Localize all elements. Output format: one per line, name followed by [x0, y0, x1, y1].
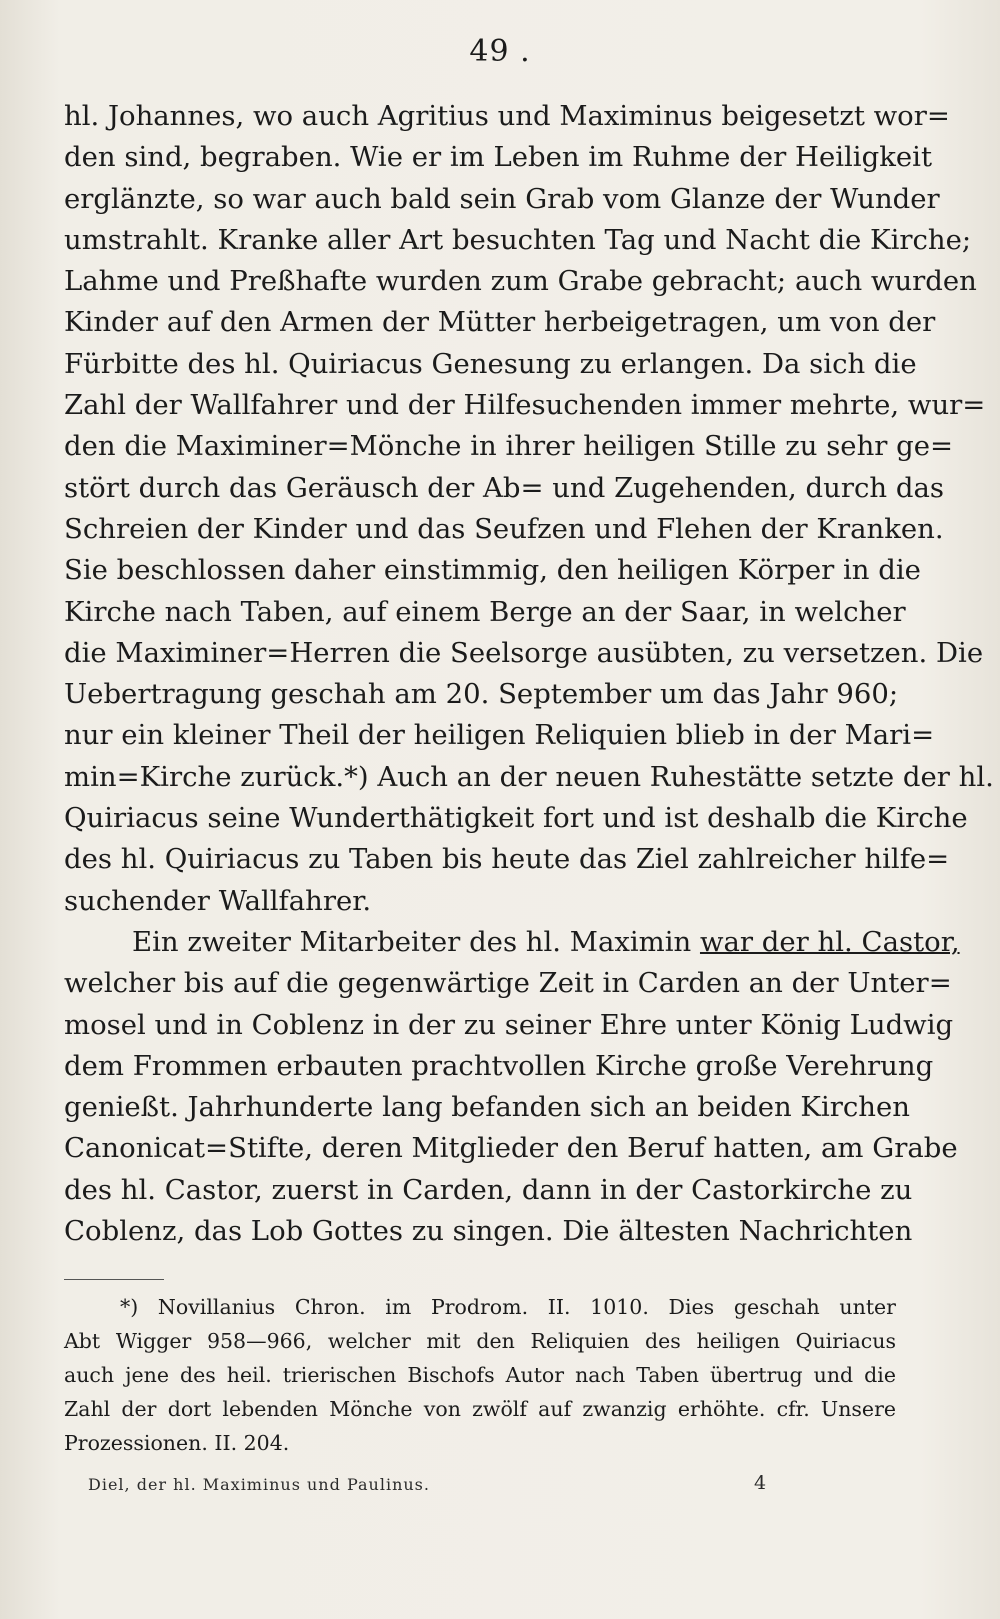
text-line: min=Kirche zurück.*) Auch an der neuen Ruhestätte setzte der hl.: [64, 760, 994, 793]
footnote-line: Prozessionen. II. 204.: [64, 1431, 290, 1455]
text-line: den die Maximiner=Mönche in ihrer heiligen Stille zu sehr ge=: [64, 430, 954, 463]
text-line: nur ein kleiner Theil der heiligen Reliquien blieb in der Mari=: [64, 719, 935, 752]
footnote-line: *) Novillanius Chron. im Prodrom. II. 1010. Dies geschah unter: [120, 1295, 896, 1319]
footnote-line: Abt Wigger 958—966, welcher mit den Reliquien des heiligen Quiriacus: [64, 1329, 896, 1353]
text-line: stört durch das Geräusch der Ab= und Zugehenden, durch das: [64, 471, 944, 504]
text-line: Lahme und Preßhafte wurden zum Grabe gebracht; auch wurden: [64, 265, 977, 298]
text-line: umstrahlt. Kranke aller Art besuchten Tag und Nacht die Kirche;: [64, 223, 972, 256]
text-line: genießt. Jahrhunderte lang befanden sich an beiden Kirchen: [64, 1091, 911, 1124]
text-line: mosel und in Coblenz in der zu seiner Ehre unter König Ludwig: [64, 1008, 954, 1041]
footnote-line: Zahl der dort lebenden Mönche von zwölf auf zwanzig erhöhte. cfr. Unsere: [64, 1397, 896, 1421]
sheet-number: 4: [754, 1472, 767, 1494]
text-line: den sind, begraben. Wie er im Leben im Ruhme der Heiligkeit: [64, 141, 932, 174]
footnote-divider: [64, 1279, 164, 1280]
text-line: dem Frommen erbauten prachtvollen Kirche große Verehrung: [64, 1049, 934, 1082]
paragraph-start-text: Ein zweiter Mitarbeiter des hl. Maximin: [132, 925, 700, 958]
text-line: des hl. Quiriacus zu Taben bis heute das Ziel zahlreicher hilfe=: [64, 843, 950, 876]
page-number: 49 .: [469, 34, 531, 69]
body-text: [64, 96, 994, 1252]
text-line: hl. Johannes, wo auch Agritius und Maximinus beigesetzt wor=: [64, 100, 950, 132]
text-line: Quiriacus seine Wunderthätigkeit fort und ist deshalb die Kirche: [64, 802, 968, 835]
text-line: erglänzte, so war auch bald sein Grab vom Glanze der Wunder: [64, 182, 940, 215]
text-line: Zahl der Wallfahrer und der Hilfesuchenden immer mehrte, wur=: [64, 389, 986, 422]
footnote-line: auch jene des heil. trierischen Bischofs Autor nach Taben übertrug und die: [64, 1363, 896, 1387]
text-line: Schreien der Kinder und das Seufzen und Flehen der Kranken.: [64, 512, 944, 545]
text-line: die Maximiner=Herren die Seelsorge ausübten, zu versetzen. Die: [64, 636, 984, 669]
text-line: welcher bis auf die gegenwärtige Zeit in Carden an der Unter=: [64, 967, 952, 1000]
text-line: suchender Wallfahrer.: [64, 884, 372, 917]
text-line: Fürbitte des hl. Quiriacus Genesung zu erlangen. Da sich die: [64, 347, 917, 380]
text-line: Sie beschlossen daher einstimmig, den heiligen Körper in die: [64, 554, 921, 587]
text-line: Kirche nach Taben, auf einem Berge an der Saar, in welcher: [64, 595, 906, 628]
paragraph-first-line: [64, 922, 960, 963]
footnote: [64, 1290, 896, 1460]
text-line: Uebertragung geschah am 20. September um das Jahr 960;: [64, 678, 899, 711]
text-line: Kinder auf den Armen der Mütter herbeigetragen, um von der: [64, 306, 936, 339]
text-line: des hl. Castor, zuerst in Carden, dann in der Castorkirche zu: [64, 1173, 913, 1206]
text-line: Coblenz, das Lob Gottes zu singen. Die ältesten Nachrichten: [64, 1215, 913, 1248]
text-line: Canonicat=Stifte, deren Mitglieder den Beruf hatten, am Grabe: [64, 1132, 958, 1165]
printer-signature: Diel, der hl. Maximinus und Paulinus.: [88, 1475, 430, 1494]
underlined-phrase: war der hl. Castor,: [699, 925, 960, 958]
